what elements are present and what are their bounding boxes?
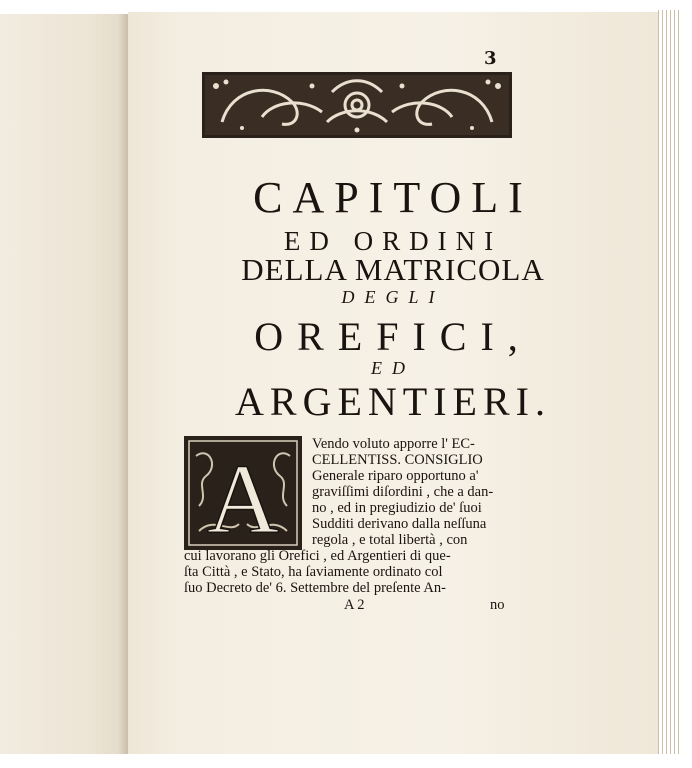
body-line-7: regola , e total libertà , con xyxy=(312,532,468,548)
body-line-9: ſta Città , e Stato, ha ſaviamente ordinato col xyxy=(184,564,443,580)
body-line-3: Generale riparo opportuno a' xyxy=(312,468,479,484)
left-page xyxy=(0,14,130,754)
title-capitoli: CAPITOLI xyxy=(253,173,533,222)
title-orefici: OREFICI, xyxy=(254,314,532,359)
body-line-8: cui lavorano gli Orefici , ed Argentieri di que- xyxy=(184,548,451,564)
catchword: no xyxy=(490,597,505,613)
page-edges xyxy=(656,10,680,754)
initial-letter-text: A xyxy=(206,443,280,550)
signature-mark: A 2 xyxy=(344,597,365,613)
body-line-1: Vendo voluto apporre l' EC- xyxy=(312,436,475,452)
body-line-2: CELLENTISS. CONSIGLIO xyxy=(312,452,483,468)
page-number: 3 xyxy=(484,48,497,69)
ornamental-headpiece xyxy=(202,72,512,138)
decorated-initial xyxy=(184,436,302,550)
title-argentieri: ARGENTIERI. xyxy=(235,379,551,424)
title-ed: ED xyxy=(371,358,415,378)
title-ed-ordini: ED ORDINI xyxy=(283,226,503,256)
title-della-matricola: DELLA MATRICOLA xyxy=(241,252,545,287)
body-line-5: no , ed in pregiudizio de' ſuoi xyxy=(312,500,482,516)
body-line-4: graviſſimi diſordini , che a dan- xyxy=(312,484,494,500)
body-line-10: ſuo Decreto de' 6. Settembre del preſente An- xyxy=(184,580,446,596)
title-degli: DEGLI xyxy=(341,287,445,307)
body-line-6: Sudditi derivano dalla neſſuna xyxy=(312,516,487,532)
